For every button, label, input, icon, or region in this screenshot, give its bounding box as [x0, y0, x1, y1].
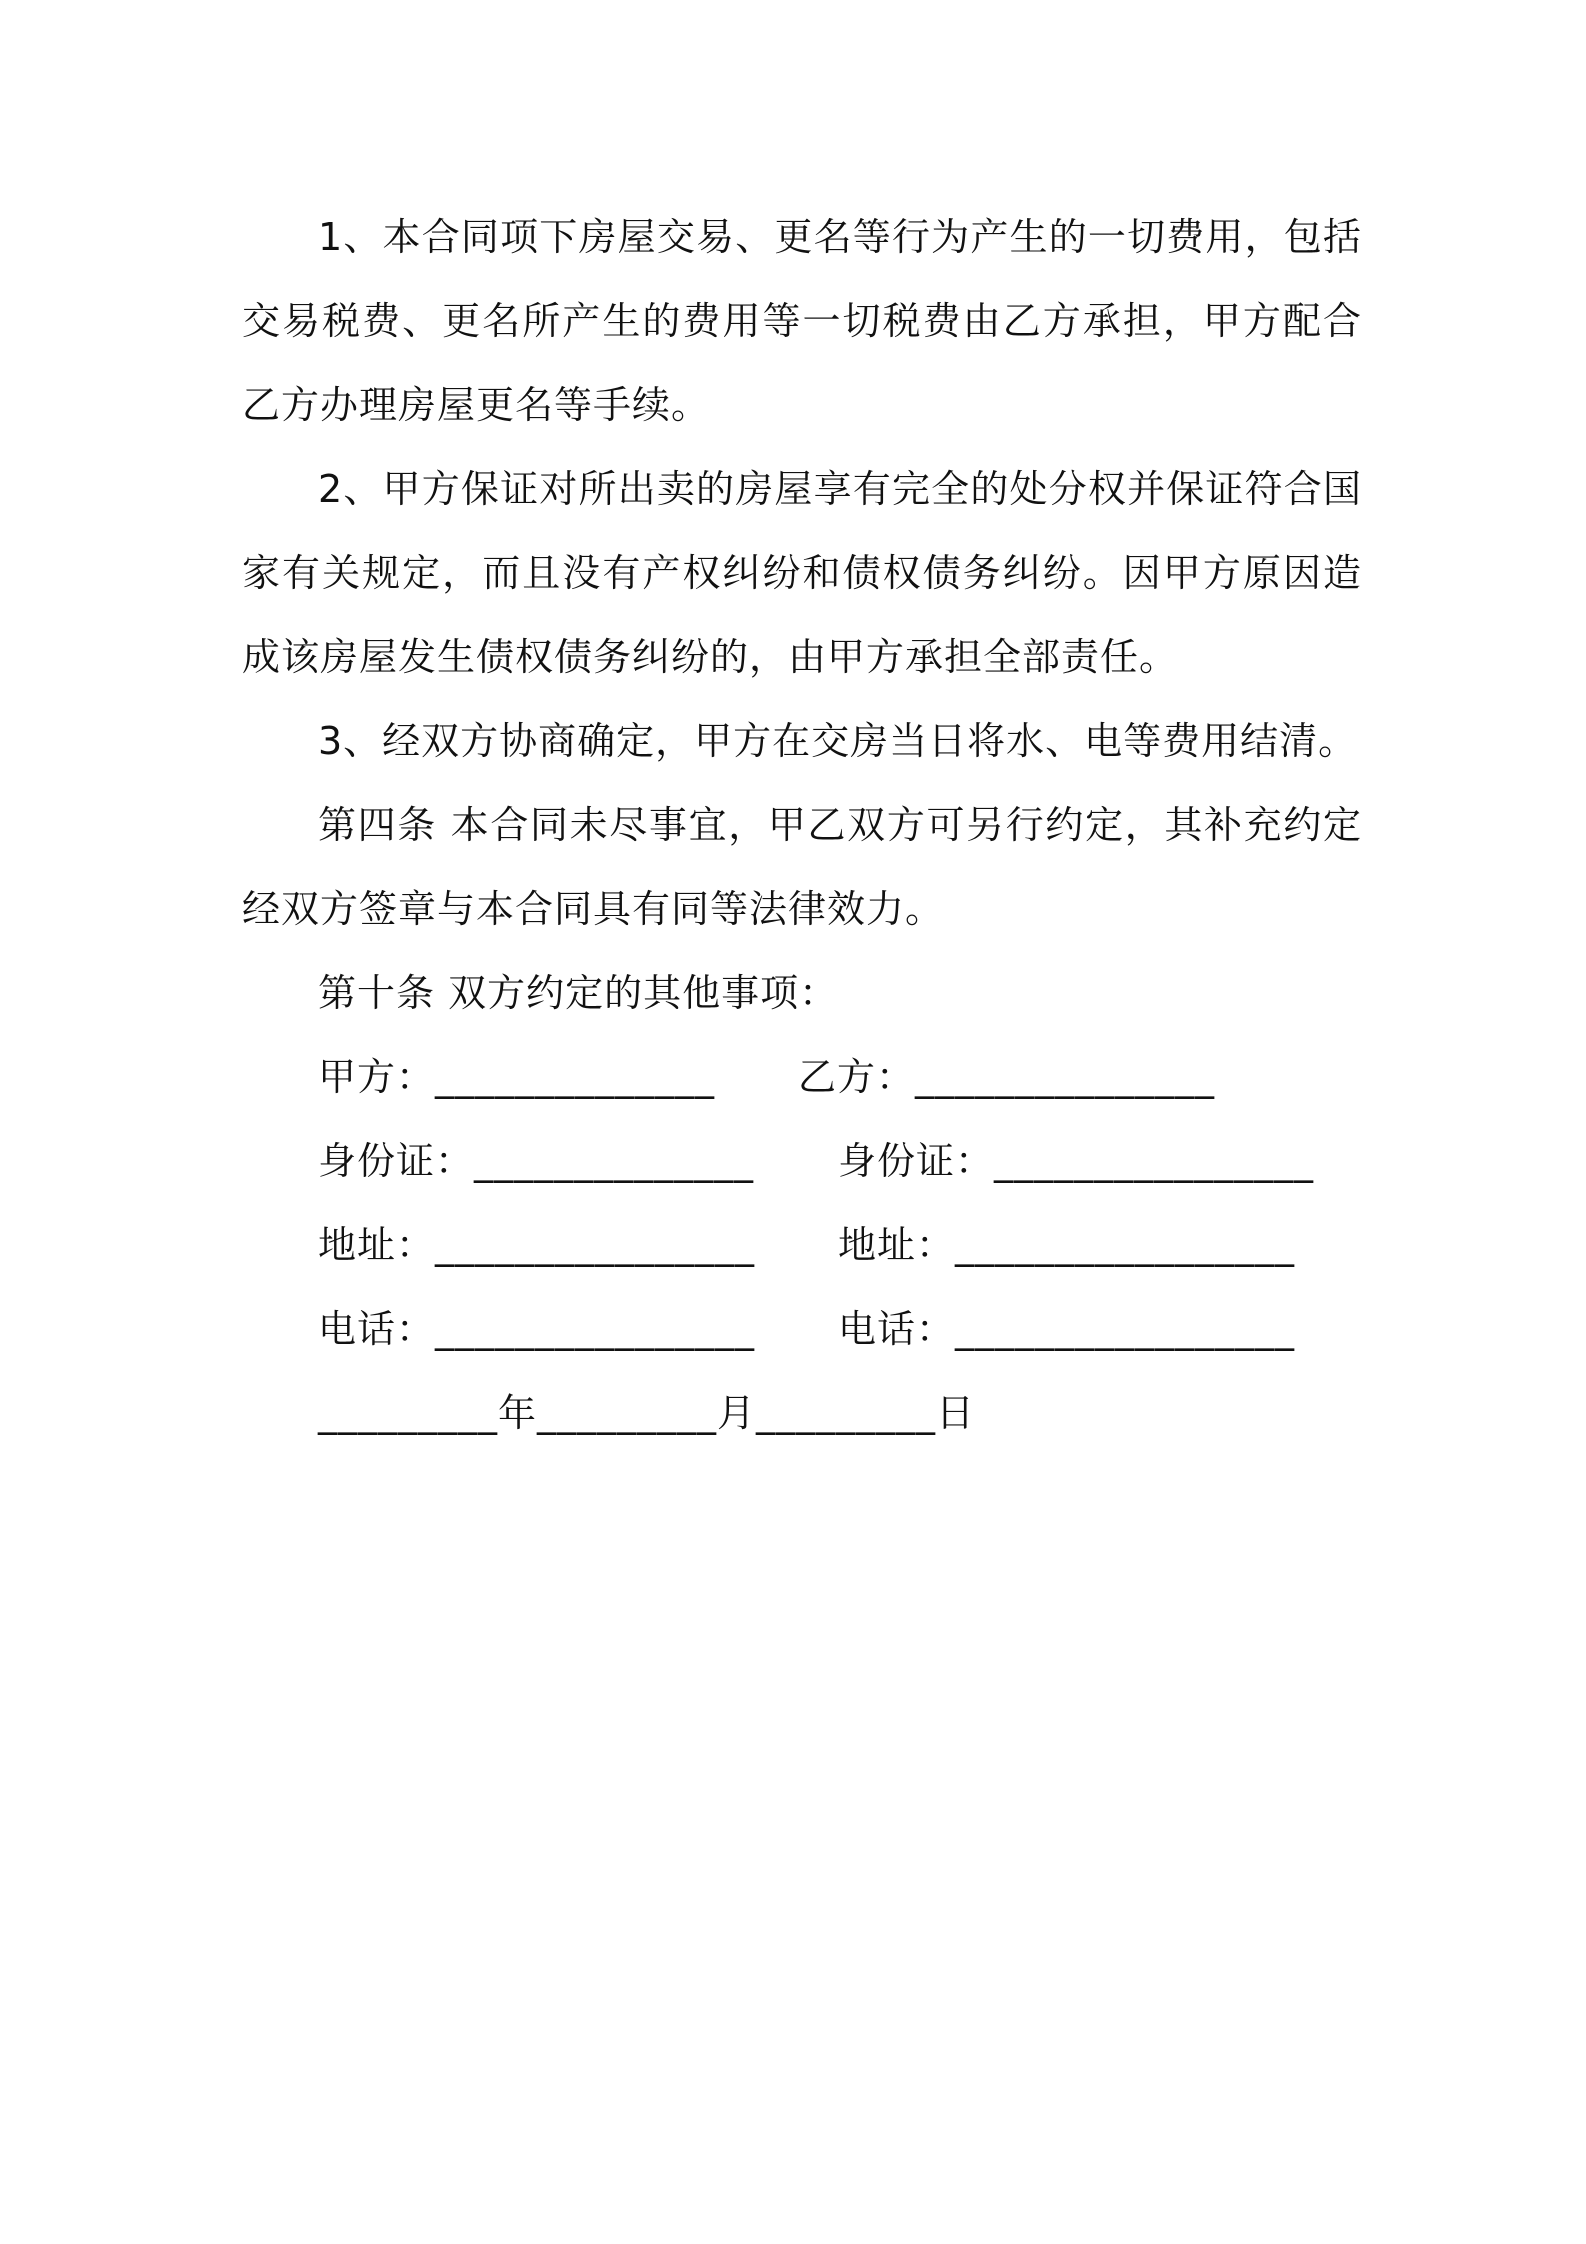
clause-1: 1、本合同项下房屋交易、更名等行为产生的一切费用，包括交易税费、更名所产生的费用等一切税费由乙方承担，甲方配合乙方办理房屋更名等手续。 [242, 215, 1362, 427]
party-row [242, 1035, 1362, 1119]
party-b-field: 乙方：_______________ [798, 1055, 1216, 1099]
id-b-field: 身份证：________________ [838, 1139, 1315, 1183]
party-a-field: 甲方：______________ [318, 1055, 716, 1099]
article-ten: 第十条 双方约定的其他事项： [318, 971, 839, 1015]
phone-a-field: 电话：________________ [318, 1307, 756, 1351]
date-line: _________年_________月_________日 [318, 1391, 976, 1435]
article-four: 第四条 本合同未尽事宜，甲乙双方可另行约定，其补充约定经双方签章与本合同具有同等法律效力。 [242, 803, 1362, 931]
clause-3: 3、经双方协商确定，甲方在交房当日将水、电等费用结清。 [318, 719, 1358, 763]
id-a-field: 身份证：______________ [318, 1139, 755, 1183]
address-row [242, 1203, 1362, 1287]
phone-row [242, 1287, 1362, 1371]
id-row [242, 1119, 1362, 1203]
address-a-field: 地址：________________ [318, 1223, 756, 1267]
phone-b-field: 电话：_________________ [838, 1307, 1296, 1351]
clause-2: 2、甲方保证对所出卖的房屋享有完全的处分权并保证符合国家有关规定，而且没有产权纠纷和债权债务纠纷。因甲方原因造成该房屋发生债权债务纠纷的，由甲方承担全部责任。 [242, 467, 1362, 679]
contract-body [242, 195, 1362, 1455]
address-b-field: 地址：_________________ [838, 1223, 1296, 1267]
